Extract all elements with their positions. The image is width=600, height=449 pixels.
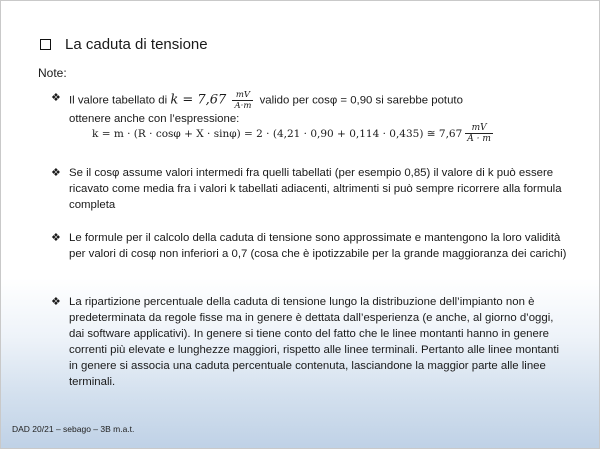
bullet3-text: Le formule per il calcolo della caduta di tensione sono approssimate e mantengono la loro validità per valori di cosφ non inferiori a 0,7 (cosa che è ipotizzabile per la grande maggioranza dei carichi) [69, 232, 567, 260]
k-expression: k = 7,67 [170, 92, 227, 108]
bullet4-text: La ripartizione percentuale della caduta di tensione lungo la distribuzione dell’impianto non è predeterminata da regole fisse ma in genere è dettata dall’esperienza (e anche, al giorno d’oggi, dai software applicativi). In genere si tiene conto del fatto che le linee montanti hanno in genere correnti più elevate e lunghezze maggiori, rispetto alle linee terminali. Pertanto alle linee montanti in genere si associa una caduta percentuale contenuta, lasciandone la maggior parte alle linee terminali. [69, 296, 560, 388]
formula-expression: k = m · (R · cosφ + X · sinφ) = 2 · (4,21 · 0,90 + 0,114 · 0,435) ≅ 7,67 [92, 127, 463, 140]
diamond-bullet-icon: ❖ [51, 232, 61, 244]
bullet-item-4 [51, 294, 571, 390]
checkbox-bullet-icon [40, 39, 51, 50]
bullet1-pre: Il valore tabellato di [69, 94, 168, 107]
bullet1-line2: ottenere anche con l’espressione: [69, 113, 240, 125]
slide-title: La caduta di tensione [65, 36, 208, 53]
bullet-item-2 [51, 165, 571, 213]
slide-footer: DAD 20/21 – sebago – 3B m.a.t. [12, 424, 135, 434]
diamond-bullet-icon: ❖ [51, 167, 61, 179]
unit-denominator: A·m [234, 101, 252, 111]
diamond-bullet-icon: ❖ [51, 92, 61, 104]
k-formula [92, 123, 496, 144]
diamond-bullet-icon: ❖ [51, 296, 61, 308]
unit-numerator: mV [232, 90, 253, 101]
bullet-item-3 [51, 230, 571, 262]
formula-unit-denominator: A · m [467, 134, 491, 144]
formula-unit-fraction [465, 123, 493, 144]
note-label: Note: [38, 66, 67, 80]
bullet2-text: Se il cosφ assume valori intermedi fra quelli tabellati (per esempio 0,85) il valore di k può essere ricavato come media fra i valori k tabellati adiacenti, altrimenti si può sempre ricorrere alla formula completa [69, 167, 562, 211]
unit-fraction [232, 90, 253, 111]
bullet-item-1 [51, 90, 571, 127]
formula-unit-numerator: mV [465, 123, 493, 134]
slide-title-row [40, 36, 208, 53]
bullet1-post: valido per cosφ = 0,90 si sarebbe potuto [259, 94, 463, 107]
